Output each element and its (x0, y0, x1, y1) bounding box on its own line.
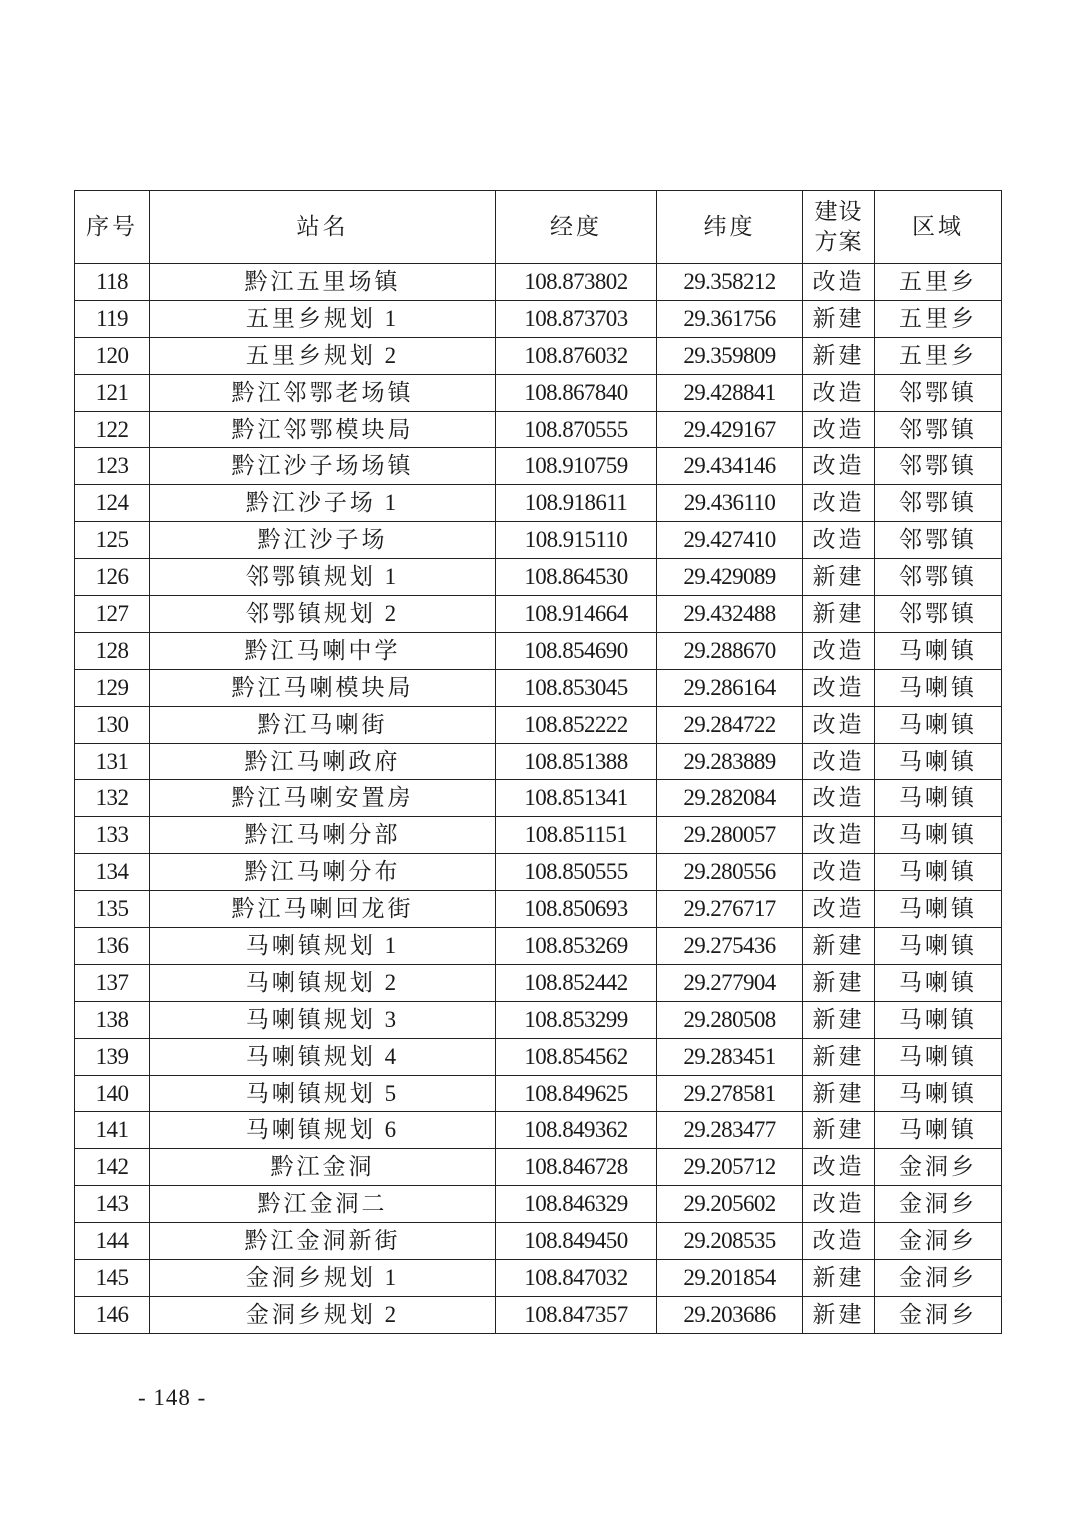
row-serial-number: 146 (75, 1296, 150, 1333)
row-area: 马喇镇 (875, 1038, 1002, 1075)
table-row (75, 891, 1002, 928)
table-row (75, 1149, 1002, 1186)
row-latitude: 29.288670 (657, 632, 803, 669)
row-latitude: 29.361756 (657, 300, 803, 337)
row-serial-number: 132 (75, 780, 150, 817)
row-station-name: 邻鄂镇规划 2 (150, 596, 496, 633)
table-row (75, 669, 1002, 706)
row-station-name: 马喇镇规划 4 (150, 1038, 496, 1075)
row-serial-number: 118 (75, 264, 150, 301)
header-area: 区域 (875, 191, 1002, 264)
row-station-name: 马喇镇规划 3 (150, 1001, 496, 1038)
row-construction-plan: 新建 (803, 559, 875, 596)
row-station-name: 黔江马喇中学 (150, 632, 496, 669)
table-row (75, 559, 1002, 596)
row-latitude: 29.282084 (657, 780, 803, 817)
row-station-name: 马喇镇规划 2 (150, 964, 496, 1001)
row-station-name: 马喇镇规划 5 (150, 1075, 496, 1112)
row-construction-plan: 新建 (803, 1260, 875, 1297)
station-table (74, 190, 1002, 1334)
table-row (75, 596, 1002, 633)
row-construction-plan: 新建 (803, 1075, 875, 1112)
row-area: 马喇镇 (875, 1001, 1002, 1038)
row-longitude: 108.870555 (496, 411, 657, 448)
row-longitude: 108.851151 (496, 817, 657, 854)
row-latitude: 29.280508 (657, 1001, 803, 1038)
row-station-name: 马喇镇规划 1 (150, 928, 496, 965)
table-row (75, 337, 1002, 374)
row-serial-number: 145 (75, 1260, 150, 1297)
row-serial-number: 124 (75, 485, 150, 522)
row-latitude: 29.427410 (657, 522, 803, 559)
row-area: 五里乡 (875, 264, 1002, 301)
row-longitude: 108.853269 (496, 928, 657, 965)
row-area: 金洞乡 (875, 1296, 1002, 1333)
row-latitude: 29.203686 (657, 1296, 803, 1333)
row-station-name: 黔江马喇模块局 (150, 669, 496, 706)
row-station-name: 五里乡规划 2 (150, 337, 496, 374)
row-longitude: 108.853045 (496, 669, 657, 706)
row-latitude: 29.201854 (657, 1260, 803, 1297)
row-serial-number: 131 (75, 743, 150, 780)
row-longitude: 108.846728 (496, 1149, 657, 1186)
row-area: 马喇镇 (875, 891, 1002, 928)
table-row (75, 1223, 1002, 1260)
row-area: 邻鄂镇 (875, 374, 1002, 411)
row-construction-plan: 改造 (803, 374, 875, 411)
row-construction-plan: 改造 (803, 706, 875, 743)
row-area: 金洞乡 (875, 1260, 1002, 1297)
row-latitude: 29.208535 (657, 1223, 803, 1260)
row-station-name: 马喇镇规划 6 (150, 1112, 496, 1149)
row-station-name: 五里乡规划 1 (150, 300, 496, 337)
row-construction-plan: 新建 (803, 964, 875, 1001)
header-construction-plan (803, 191, 875, 264)
table-row (75, 411, 1002, 448)
table-row (75, 817, 1002, 854)
row-construction-plan: 新建 (803, 1296, 875, 1333)
row-station-name: 黔江金洞 (150, 1149, 496, 1186)
row-longitude: 108.914664 (496, 596, 657, 633)
row-construction-plan: 改造 (803, 448, 875, 485)
header-longitude: 经度 (496, 191, 657, 264)
row-serial-number: 139 (75, 1038, 150, 1075)
table-row (75, 448, 1002, 485)
row-serial-number: 140 (75, 1075, 150, 1112)
row-latitude: 29.205712 (657, 1149, 803, 1186)
row-longitude: 108.876032 (496, 337, 657, 374)
row-station-name: 邻鄂镇规划 1 (150, 559, 496, 596)
row-area: 马喇镇 (875, 632, 1002, 669)
row-latitude: 29.280057 (657, 817, 803, 854)
table-row (75, 854, 1002, 891)
row-serial-number: 144 (75, 1223, 150, 1260)
row-longitude: 108.910759 (496, 448, 657, 485)
row-area: 邻鄂镇 (875, 411, 1002, 448)
row-construction-plan: 新建 (803, 1001, 875, 1038)
row-serial-number: 119 (75, 300, 150, 337)
row-serial-number: 122 (75, 411, 150, 448)
row-construction-plan: 改造 (803, 632, 875, 669)
row-longitude: 108.851388 (496, 743, 657, 780)
row-station-name: 金洞乡规划 2 (150, 1296, 496, 1333)
row-construction-plan: 改造 (803, 411, 875, 448)
row-longitude: 108.854690 (496, 632, 657, 669)
row-serial-number: 134 (75, 854, 150, 891)
row-longitude: 108.915110 (496, 522, 657, 559)
row-longitude: 108.852442 (496, 964, 657, 1001)
row-longitude: 108.853299 (496, 1001, 657, 1038)
table-row (75, 485, 1002, 522)
table-row (75, 1001, 1002, 1038)
row-construction-plan: 新建 (803, 1112, 875, 1149)
row-station-name: 黔江金洞二 (150, 1186, 496, 1223)
row-serial-number: 138 (75, 1001, 150, 1038)
row-longitude: 108.849362 (496, 1112, 657, 1149)
row-latitude: 29.286164 (657, 669, 803, 706)
row-station-name: 黔江马喇安置房 (150, 780, 496, 817)
row-longitude: 108.864530 (496, 559, 657, 596)
row-serial-number: 143 (75, 1186, 150, 1223)
row-longitude: 108.918611 (496, 485, 657, 522)
header-latitude: 纬度 (657, 191, 803, 264)
row-latitude: 29.205602 (657, 1186, 803, 1223)
row-latitude: 29.436110 (657, 485, 803, 522)
row-serial-number: 125 (75, 522, 150, 559)
row-station-name: 黔江邻鄂老场镇 (150, 374, 496, 411)
row-latitude: 29.283451 (657, 1038, 803, 1075)
row-longitude: 108.847357 (496, 1296, 657, 1333)
row-construction-plan: 改造 (803, 1186, 875, 1223)
row-longitude: 108.851341 (496, 780, 657, 817)
row-construction-plan: 改造 (803, 264, 875, 301)
row-station-name: 黔江沙子场 1 (150, 485, 496, 522)
row-construction-plan: 新建 (803, 1038, 875, 1075)
row-longitude: 108.850693 (496, 891, 657, 928)
table-body (75, 264, 1002, 1334)
row-serial-number: 136 (75, 928, 150, 965)
row-station-name: 黔江沙子场 (150, 522, 496, 559)
row-construction-plan: 改造 (803, 485, 875, 522)
row-area: 马喇镇 (875, 706, 1002, 743)
row-serial-number: 137 (75, 964, 150, 1001)
row-construction-plan: 改造 (803, 743, 875, 780)
row-latitude: 29.359809 (657, 337, 803, 374)
row-latitude: 29.358212 (657, 264, 803, 301)
row-station-name: 黔江马喇分布 (150, 854, 496, 891)
row-construction-plan: 改造 (803, 854, 875, 891)
row-station-name: 黔江马喇政府 (150, 743, 496, 780)
row-serial-number: 123 (75, 448, 150, 485)
row-serial-number: 120 (75, 337, 150, 374)
table-row (75, 300, 1002, 337)
row-longitude: 108.849625 (496, 1075, 657, 1112)
table-row (75, 706, 1002, 743)
row-longitude: 108.847032 (496, 1260, 657, 1297)
table-row (75, 522, 1002, 559)
table-row (75, 1296, 1002, 1333)
row-area: 马喇镇 (875, 964, 1002, 1001)
row-station-name: 黔江马喇回龙街 (150, 891, 496, 928)
table-header-row (75, 191, 1002, 264)
row-serial-number: 121 (75, 374, 150, 411)
row-area: 五里乡 (875, 337, 1002, 374)
row-area: 马喇镇 (875, 1112, 1002, 1149)
row-construction-plan: 改造 (803, 1149, 875, 1186)
row-latitude: 29.276717 (657, 891, 803, 928)
row-serial-number: 130 (75, 706, 150, 743)
table-row (75, 1186, 1002, 1223)
row-station-name: 金洞乡规划 1 (150, 1260, 496, 1297)
row-construction-plan: 改造 (803, 891, 875, 928)
row-serial-number: 126 (75, 559, 150, 596)
table-row (75, 1260, 1002, 1297)
row-longitude: 108.850555 (496, 854, 657, 891)
table-row (75, 780, 1002, 817)
page-number: - 148 - (138, 1385, 207, 1410)
row-area: 马喇镇 (875, 780, 1002, 817)
row-construction-plan: 改造 (803, 817, 875, 854)
row-station-name: 黔江马喇街 (150, 706, 496, 743)
row-latitude: 29.434146 (657, 448, 803, 485)
row-area: 邻鄂镇 (875, 485, 1002, 522)
row-area: 马喇镇 (875, 669, 1002, 706)
header-plan-line1: 建设 (814, 199, 863, 224)
table-row (75, 1038, 1002, 1075)
row-serial-number: 128 (75, 632, 150, 669)
row-longitude: 108.852222 (496, 706, 657, 743)
table-row (75, 632, 1002, 669)
row-latitude: 29.429089 (657, 559, 803, 596)
row-serial-number: 135 (75, 891, 150, 928)
row-station-name: 黔江邻鄂模块局 (150, 411, 496, 448)
row-area: 金洞乡 (875, 1186, 1002, 1223)
row-longitude: 108.873703 (496, 300, 657, 337)
row-latitude: 29.432488 (657, 596, 803, 633)
row-area: 金洞乡 (875, 1149, 1002, 1186)
row-area: 马喇镇 (875, 817, 1002, 854)
row-serial-number: 133 (75, 817, 150, 854)
table-row (75, 928, 1002, 965)
row-latitude: 29.284722 (657, 706, 803, 743)
row-serial-number: 141 (75, 1112, 150, 1149)
row-station-name: 黔江金洞新街 (150, 1223, 496, 1260)
row-latitude: 29.429167 (657, 411, 803, 448)
row-station-name: 黔江马喇分部 (150, 817, 496, 854)
table-row (75, 1112, 1002, 1149)
table-row (75, 264, 1002, 301)
row-area: 金洞乡 (875, 1223, 1002, 1260)
row-latitude: 29.278581 (657, 1075, 803, 1112)
row-area: 马喇镇 (875, 854, 1002, 891)
row-area: 邻鄂镇 (875, 522, 1002, 559)
row-longitude: 108.849450 (496, 1223, 657, 1260)
row-longitude: 108.854562 (496, 1038, 657, 1075)
row-latitude: 29.277904 (657, 964, 803, 1001)
header-serial-number: 序号 (75, 191, 150, 264)
table-row (75, 1075, 1002, 1112)
row-latitude: 29.283477 (657, 1112, 803, 1149)
row-longitude: 108.867840 (496, 374, 657, 411)
row-area: 马喇镇 (875, 928, 1002, 965)
table-row (75, 964, 1002, 1001)
row-latitude: 29.283889 (657, 743, 803, 780)
row-latitude: 29.275436 (657, 928, 803, 965)
table-row (75, 374, 1002, 411)
row-longitude: 108.846329 (496, 1186, 657, 1223)
row-area: 马喇镇 (875, 1075, 1002, 1112)
row-latitude: 29.280556 (657, 854, 803, 891)
row-area: 五里乡 (875, 300, 1002, 337)
row-station-name: 黔江沙子场场镇 (150, 448, 496, 485)
row-latitude: 29.428841 (657, 374, 803, 411)
row-area: 邻鄂镇 (875, 559, 1002, 596)
row-serial-number: 127 (75, 596, 150, 633)
header-station-name: 站名 (150, 191, 496, 264)
row-area: 邻鄂镇 (875, 448, 1002, 485)
header-plan-line2: 方案 (814, 229, 863, 254)
row-construction-plan: 改造 (803, 522, 875, 559)
row-construction-plan: 新建 (803, 300, 875, 337)
row-area: 邻鄂镇 (875, 596, 1002, 633)
row-serial-number: 142 (75, 1149, 150, 1186)
row-construction-plan: 新建 (803, 337, 875, 374)
row-construction-plan: 改造 (803, 1223, 875, 1260)
row-construction-plan: 新建 (803, 928, 875, 965)
row-area: 马喇镇 (875, 743, 1002, 780)
row-construction-plan: 改造 (803, 669, 875, 706)
table-row (75, 743, 1002, 780)
row-construction-plan: 改造 (803, 780, 875, 817)
row-station-name: 黔江五里场镇 (150, 264, 496, 301)
row-construction-plan: 新建 (803, 596, 875, 633)
row-longitude: 108.873802 (496, 264, 657, 301)
row-serial-number: 129 (75, 669, 150, 706)
